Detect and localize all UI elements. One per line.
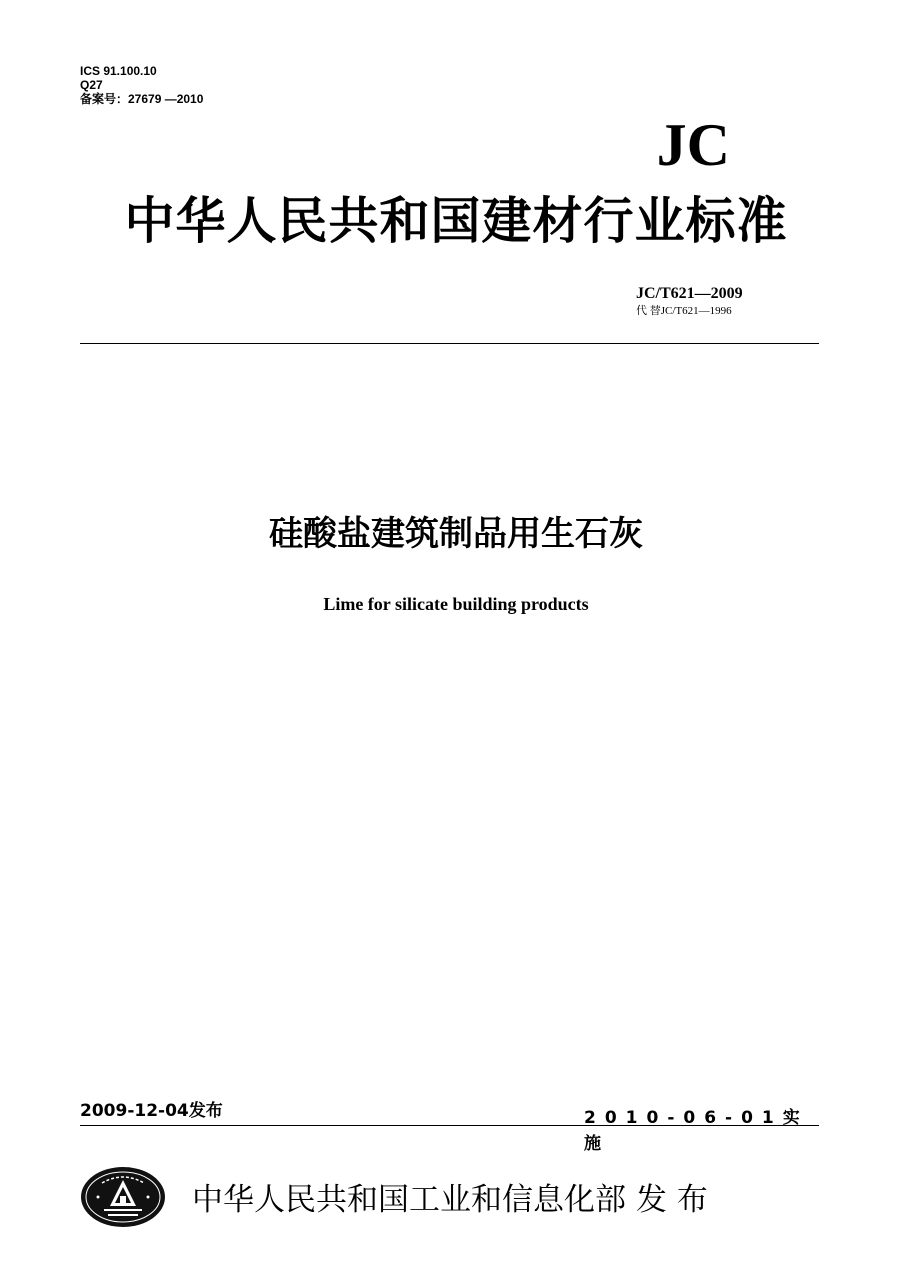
document-title-cn: 硅酸盐建筑制品用生石灰 xyxy=(269,514,643,554)
top-divider xyxy=(80,343,819,344)
ics-code: ICS 91.100.10 xyxy=(80,64,157,78)
standard-number: JC/T621—2009 xyxy=(636,285,743,302)
standard-type-title: 中华人民共和国建材行业标准 xyxy=(124,192,788,250)
implementation-date: 2010-06-01实施 xyxy=(584,1108,809,1154)
publisher-name: 中华人民共和国工业和信息化部 发 布 xyxy=(192,1182,708,1218)
publisher-seal-icon xyxy=(80,1166,166,1228)
standard-mark: JC xyxy=(656,112,730,178)
filing-number: 备案号：27679 —2010 xyxy=(80,92,204,106)
issue-date: 2009-12-04发布 xyxy=(80,1101,223,1121)
document-title-en: Lime for silicate building products xyxy=(323,594,589,614)
replaces-standard: 代 替JC/T621—1996 xyxy=(636,305,732,317)
header-meta xyxy=(80,64,203,106)
ccs-code: Q27 xyxy=(80,78,103,92)
